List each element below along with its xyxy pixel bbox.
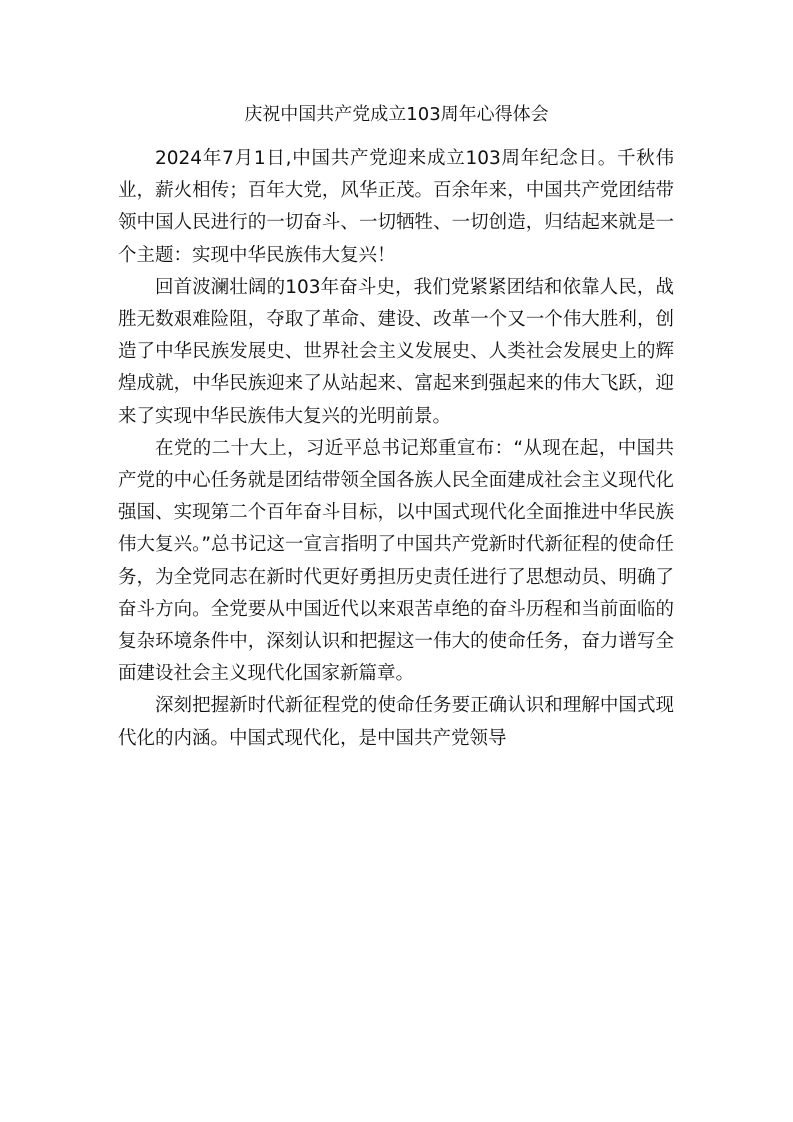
document-body — [118, 143, 674, 755]
paragraph-1: 2024年7月1日,中国共产党迎来成立103周年纪念日。千秋伟业，薪火相传；百年大党，风华正茂。百余年来，中国共产党团结带领中国人民进行的一切奋斗、一切牺牲、一切创造，归结起来就是一个主题：实现中华民族伟大复兴！ — [118, 148, 674, 266]
document-title: 庆祝中国共产党成立103周年心得体会 — [244, 104, 549, 125]
paragraph-4: 深刻把握新时代新征程党的使命任务要正确认识和理解中国式现代化的内涵。中国式现代化，是中国共产党领导 — [118, 695, 674, 749]
paragraph-2: 回首波澜壮阔的103年奋斗史，我们党紧紧团结和依靠人民，战胜无数艰难险阻，夺取了革命、建设、改革一个又一个伟大胜利，创造了中华民族发展史、世界社会主义发展史、人类社会发展史上的辉煌成就，中华民族迎来了从站起来、富起来到强起来的伟大飞跃，迎来了实现中华民族伟大复兴的光明前景。 — [118, 276, 674, 427]
paragraph-3: 在党的二十大上，习近平总书记郑重宣布：“从现在起，中国共产党的中心任务就是团结带领全国各族人民全面建成社会主义现代化强国、实现第二个百年奋斗目标，以中国式现代化全面推进中华民族伟大复兴。”总书记这一宣言指明了中国共产党新时代新征程的使命任务，为全党同志在新时代更好勇担历史责任进行了思想动员、明确了奋斗方向。全党要从中国近代以来艰苦卓绝的奋斗历程和当前面临的复杂环境条件中，深刻认识和把握这一伟大的使命任务，奋力谱写全面建设社会主义现代化国家新篇章。 — [118, 437, 674, 685]
